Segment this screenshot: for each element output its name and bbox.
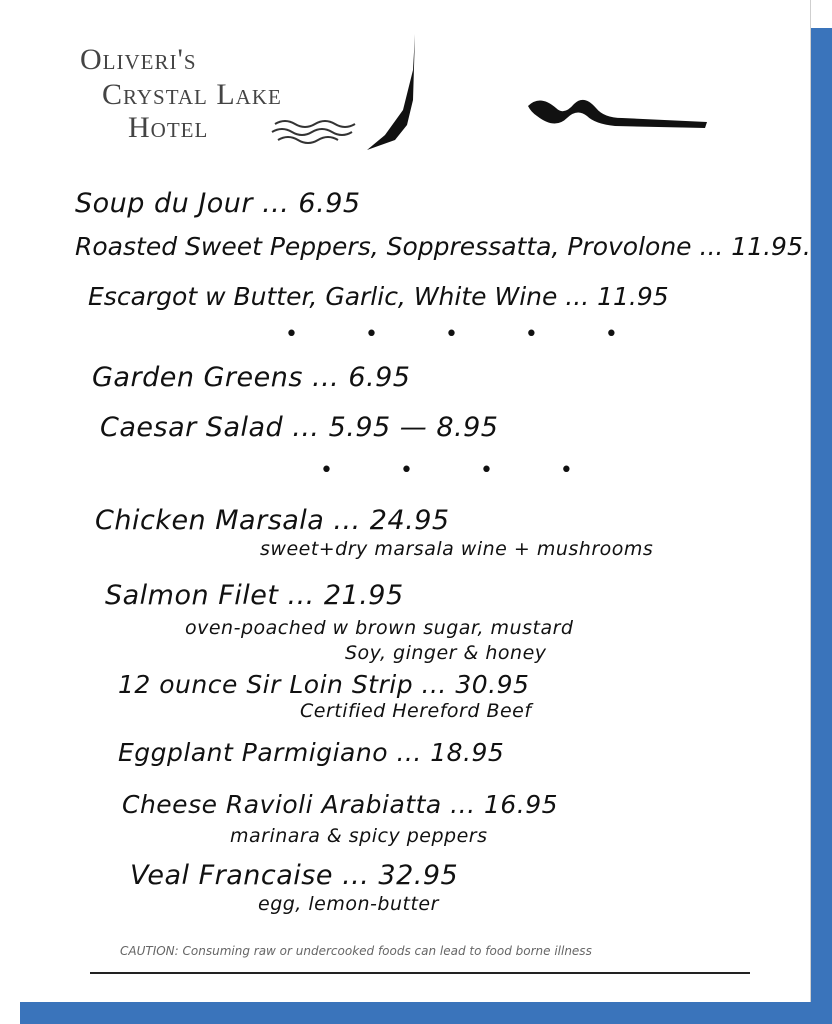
- menu-item-cheese-ravioli-desc: marinara & spicy peppers: [230, 825, 488, 847]
- logo-line-3: Hotel: [128, 111, 209, 144]
- menu-item-veal-francaise-desc: egg, lemon-butter: [258, 893, 439, 915]
- menu-item-salmon-filet-desc: oven-poached w brown sugar, mustard: [185, 617, 574, 639]
- page-shadow-bottom: [20, 1002, 832, 1024]
- menu-item-sirloin-strip: 12 ounce Sir Loin Strip ... 30.95: [118, 670, 530, 699]
- menu-item-eggplant-parmigiano: Eggplant Parmigiano ... 18.95: [118, 738, 505, 767]
- menu-item-soup: Soup du Jour ... 6.95: [75, 188, 361, 219]
- sail-icon: [355, 30, 425, 155]
- menu-item-garden-greens: Garden Greens ... 6.95: [92, 362, 411, 393]
- brush-stroke-icon: [520, 92, 715, 132]
- separator-dots-2: • • • •: [320, 458, 603, 483]
- menu-item-veal-francaise: Veal Francaise ... 32.95: [130, 860, 459, 891]
- menu-item-roasted-peppers: Roasted Sweet Peppers, Soppressatta, Provolone ... 11.95.: [75, 232, 811, 261]
- logo-line-1: Oliveri's: [80, 43, 197, 76]
- menu-item-caesar-salad: Caesar Salad ... 5.95 — 8.95: [100, 412, 499, 443]
- footer-rule: [90, 972, 750, 974]
- caution-notice: CAUTION: Consuming raw or undercooked foods can lead to food borne illness: [120, 944, 592, 958]
- menu-item-escargot: Escargot w Butter, Garlic, White Wine ... 11.95: [88, 282, 669, 311]
- water-waves-icon: [270, 116, 360, 146]
- menu-item-salmon-filet: Salmon Filet ... 21.95: [105, 580, 404, 611]
- separator-dots-1: • • • • •: [285, 322, 648, 347]
- logo-line-2: Crystal Lake: [102, 78, 282, 111]
- page-shadow-right: [810, 28, 832, 1024]
- menu-item-chicken-marsala-desc: sweet+dry marsala wine + mushrooms: [260, 538, 654, 560]
- menu-item-chicken-marsala: Chicken Marsala ... 24.95: [95, 505, 450, 536]
- menu-item-sirloin-strip-desc: Certified Hereford Beef: [300, 700, 532, 722]
- menu-item-salmon-filet-desc-2: Soy, ginger & honey: [345, 642, 547, 664]
- menu-item-cheese-ravioli: Cheese Ravioli Arabiatta ... 16.95: [122, 790, 559, 819]
